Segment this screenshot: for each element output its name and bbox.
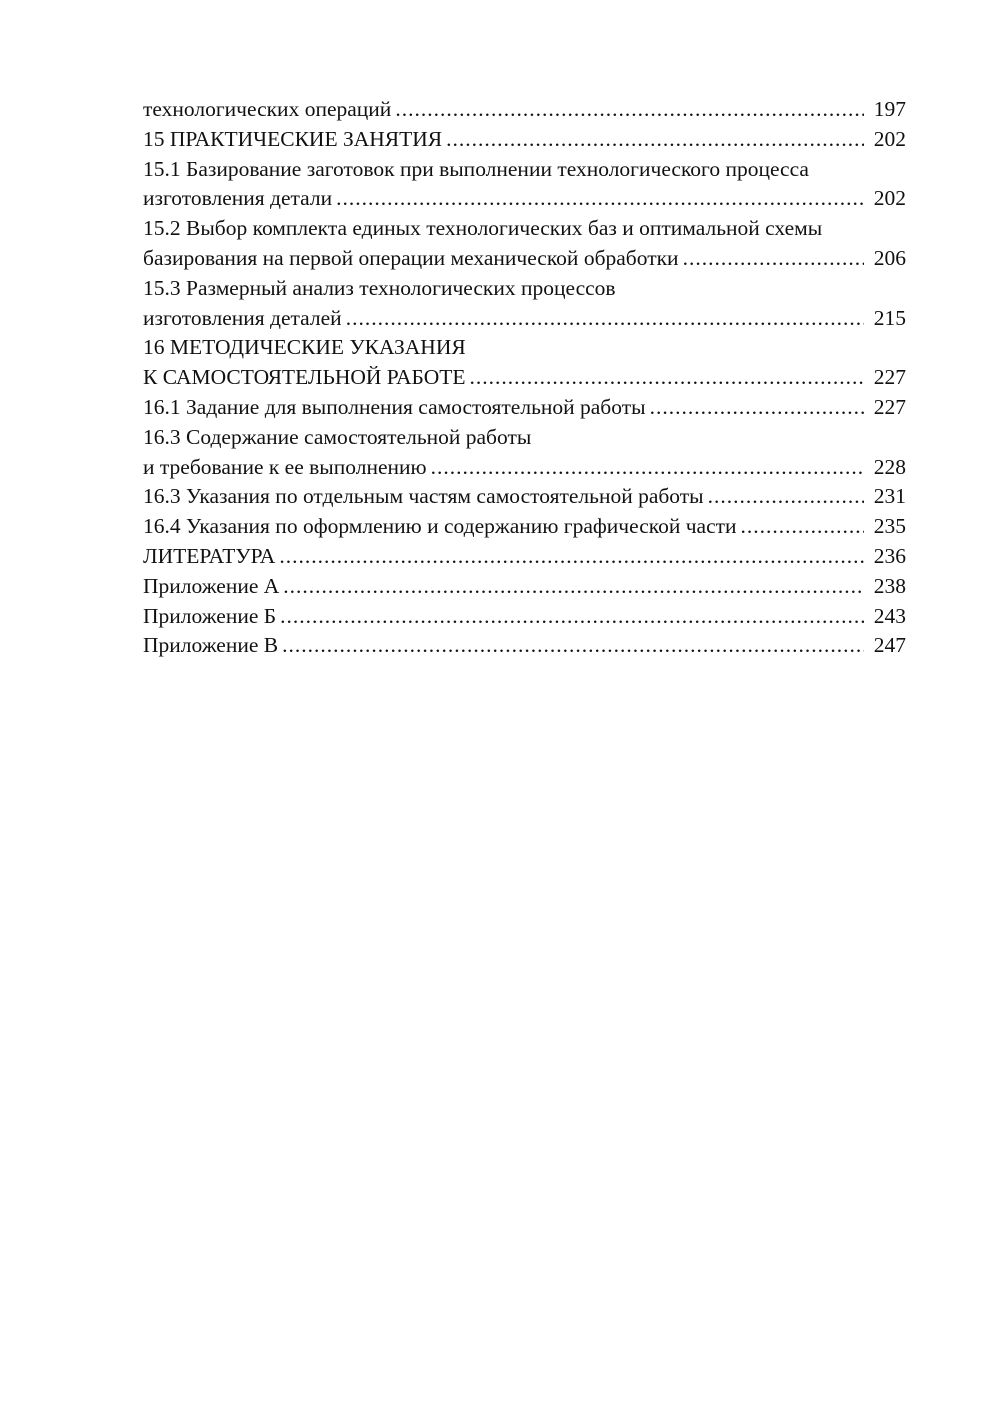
toc-entry-page: 228 bbox=[873, 454, 906, 479]
toc-entry-title: технологических операций bbox=[143, 97, 392, 121]
toc-entry-page: 238 bbox=[873, 573, 906, 598]
toc-entry[interactable] bbox=[143, 482, 906, 512]
toc-entry-title: изготовления деталей bbox=[143, 305, 342, 330]
toc-entry-title: изготовления детали bbox=[143, 186, 333, 211]
toc-entry[interactable] bbox=[143, 363, 906, 393]
toc-entry-title: базирования на первой операции механической обработки bbox=[143, 245, 679, 270]
toc-entry-title: К САМОСТОЯТЕЛЬНОЙ РАБОТЕ bbox=[143, 365, 466, 390]
toc-entry-page: 227 bbox=[873, 394, 906, 419]
toc-entry-page: 243 bbox=[873, 603, 906, 628]
toc-entry[interactable] bbox=[143, 125, 906, 155]
leader-dots bbox=[650, 393, 864, 423]
toc-entry-page: 215 bbox=[873, 305, 906, 330]
toc-entry-heading-line[interactable] bbox=[143, 214, 906, 244]
leader-dots bbox=[446, 125, 864, 155]
toc-entry-page: 235 bbox=[873, 514, 906, 539]
toc-entry-title: 15.2 Выбор комплекта единых технологических баз и оптимальной схемы bbox=[143, 216, 823, 241]
leader-dots bbox=[346, 304, 864, 334]
toc-entry-page: 231 bbox=[873, 484, 906, 509]
toc-entry[interactable] bbox=[143, 542, 906, 572]
leader-dots bbox=[336, 184, 864, 214]
toc-entry-title: 15.3 Размерный анализ технологических процессов bbox=[143, 275, 616, 300]
toc-entry-title: 15.1 Базирование заготовок при выполнении технологического процесса bbox=[143, 156, 809, 181]
toc-entry-title: 16 МЕТОДИЧЕСКИЕ УКАЗАНИЯ bbox=[143, 335, 466, 360]
toc-entry-page: 236 bbox=[873, 543, 906, 568]
leader-dots bbox=[470, 363, 864, 393]
toc-entry-heading-line[interactable] bbox=[143, 155, 906, 185]
toc-entry[interactable] bbox=[143, 244, 906, 274]
leader-dots bbox=[741, 512, 864, 542]
toc-entry[interactable] bbox=[143, 393, 906, 423]
leader-dots bbox=[395, 95, 864, 125]
toc-entry-page: 227 bbox=[873, 365, 906, 390]
toc-entry-title: 16.3 Указания по отдельным частям самостоятельной работы bbox=[143, 484, 704, 509]
toc-entry-title: 16.1 Задание для выполнения самостоятельной работы bbox=[143, 394, 646, 419]
toc-entry-title: Приложение В bbox=[143, 633, 279, 658]
toc-entry-title: и требование к ее выполнению bbox=[143, 454, 427, 479]
toc-entry-heading-line[interactable] bbox=[143, 274, 906, 304]
toc-entry[interactable] bbox=[143, 572, 906, 602]
toc-entry-heading-line[interactable] bbox=[143, 423, 906, 453]
toc-entry[interactable] bbox=[143, 184, 906, 214]
leader-dots bbox=[280, 602, 864, 632]
leader-dots bbox=[431, 453, 864, 483]
toc-entry-title: ЛИТЕРАТУРА bbox=[143, 543, 276, 568]
table-of-contents bbox=[143, 95, 906, 661]
toc-entry-title: 15 ПРАКТИЧЕСКИЕ ЗАНЯТИЯ bbox=[143, 126, 443, 151]
toc-entry-page: 202 bbox=[873, 126, 906, 151]
leader-dots bbox=[283, 572, 864, 602]
leader-dots bbox=[683, 244, 864, 274]
toc-entry[interactable] bbox=[143, 512, 906, 542]
toc-entry[interactable] bbox=[143, 95, 906, 125]
toc-entry-page: 197 bbox=[873, 97, 906, 121]
leader-dots bbox=[279, 542, 864, 572]
toc-entry-heading-line[interactable] bbox=[143, 333, 906, 363]
toc-entry-page: 206 bbox=[873, 245, 906, 270]
leader-dots bbox=[282, 631, 864, 661]
toc-entry[interactable] bbox=[143, 304, 906, 334]
toc-entry-page: 247 bbox=[873, 633, 906, 658]
toc-entry-title: 16.3 Содержание самостоятельной работы bbox=[143, 424, 532, 449]
toc-entry-page: 202 bbox=[873, 186, 906, 211]
toc-entry[interactable] bbox=[143, 453, 906, 483]
toc-entry[interactable] bbox=[143, 631, 906, 661]
toc-entry[interactable] bbox=[143, 602, 906, 632]
toc-entry-title: 16.4 Указания по оформлению и содержанию графической части bbox=[143, 514, 737, 539]
toc-entry-title: Приложение А bbox=[143, 573, 280, 598]
leader-dots bbox=[708, 482, 864, 512]
toc-entry-title: Приложение Б bbox=[143, 603, 277, 628]
